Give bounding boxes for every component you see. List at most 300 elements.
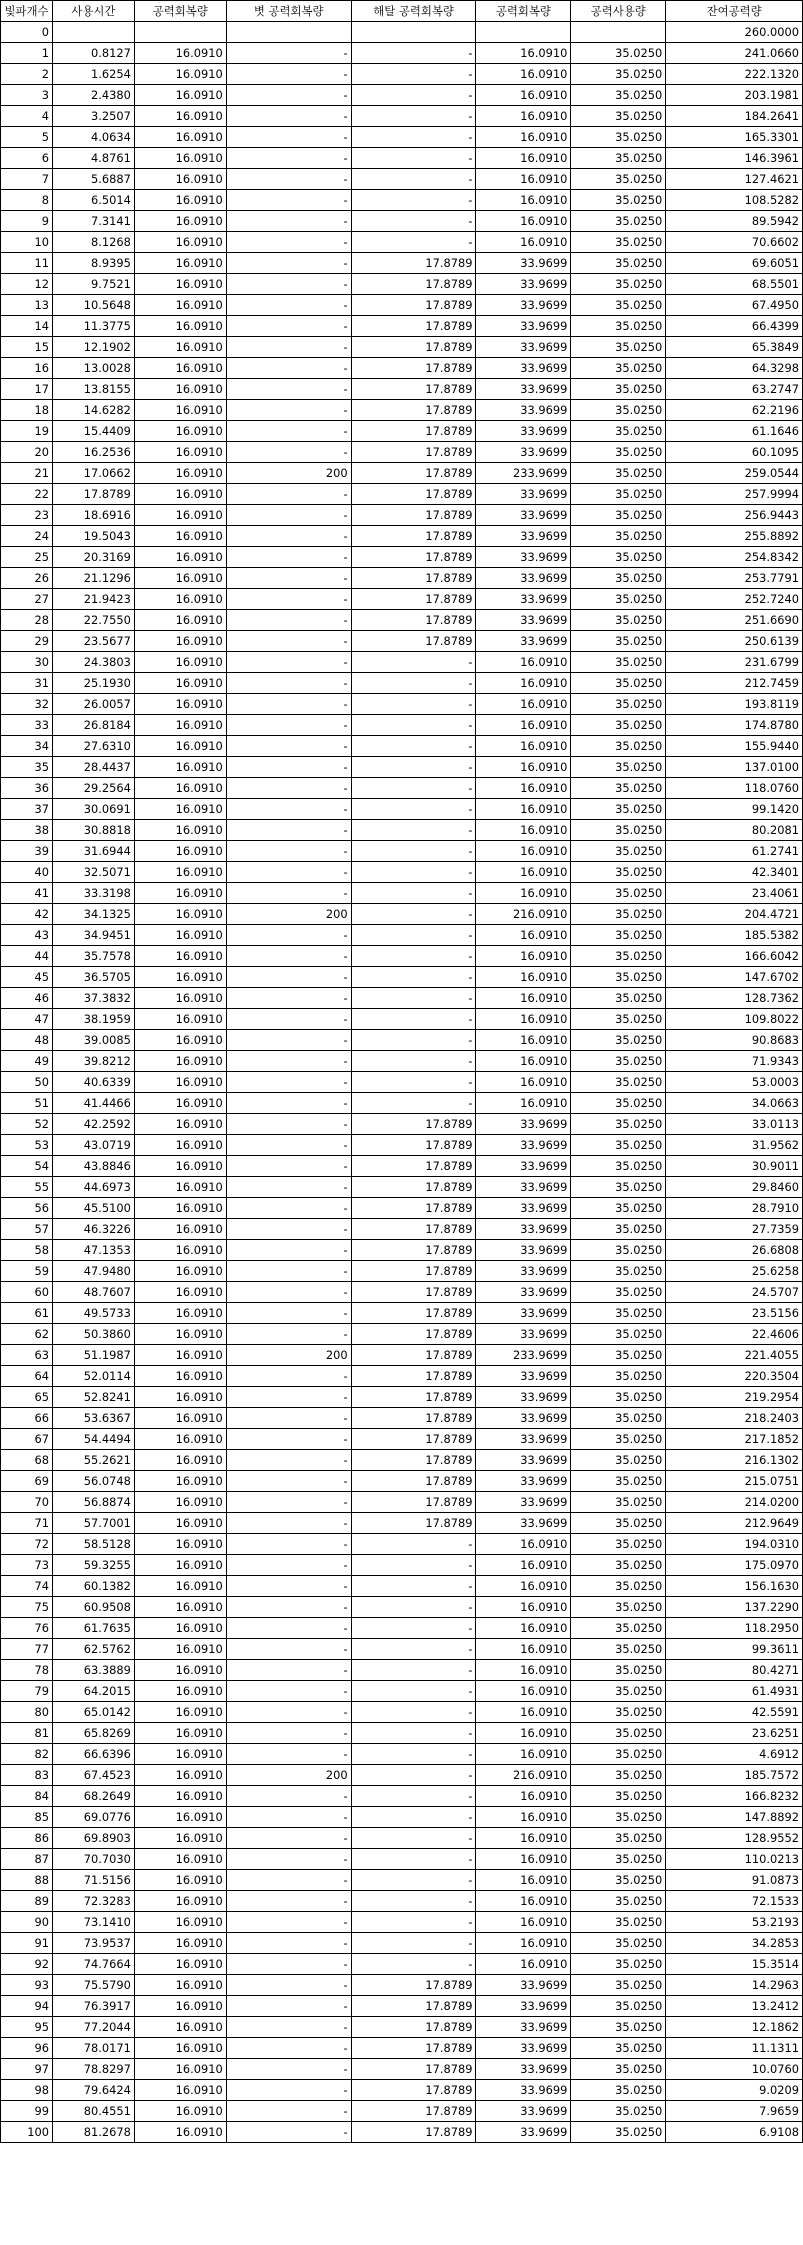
table-cell[interactable]: 17.8789 (351, 2080, 476, 2101)
table-cell[interactable]: - (226, 1576, 351, 1597)
table-cell[interactable]: 218.2403 (666, 1408, 803, 1429)
table-cell[interactable]: 16.0910 (476, 652, 571, 673)
table-cell[interactable]: 35.0250 (571, 1093, 666, 1114)
table-cell[interactable]: 17.8789 (351, 1387, 476, 1408)
table-cell[interactable]: 253.7791 (666, 568, 803, 589)
table-cell[interactable]: 16.0910 (476, 1723, 571, 1744)
table-cell[interactable]: 233.9699 (476, 463, 571, 484)
table-cell[interactable]: - (351, 1786, 476, 1807)
table-cell[interactable]: 16.0910 (134, 862, 226, 883)
table-cell[interactable]: 16.0910 (134, 169, 226, 190)
table-cell[interactable]: 17.8789 (351, 442, 476, 463)
table-cell[interactable]: 35.0250 (571, 169, 666, 190)
table-cell[interactable]: 52.8241 (52, 1387, 134, 1408)
table-cell[interactable]: 22.7550 (52, 610, 134, 631)
table-cell[interactable]: 35.0250 (571, 1240, 666, 1261)
table-cell[interactable]: 53.2193 (666, 1912, 803, 1933)
table-cell[interactable]: 65 (1, 1387, 53, 1408)
table-cell[interactable]: 33.9699 (476, 1324, 571, 1345)
table-cell[interactable] (134, 22, 226, 43)
table-cell[interactable]: 53 (1, 1135, 53, 1156)
table-cell[interactable]: 16.0910 (476, 148, 571, 169)
table-cell[interactable]: 26.6808 (666, 1240, 803, 1261)
table-cell[interactable]: 3 (1, 85, 53, 106)
table-cell[interactable]: - (351, 1534, 476, 1555)
table-cell[interactable]: 44 (1, 946, 53, 967)
table-cell[interactable]: 233.9699 (476, 1345, 571, 1366)
table-cell[interactable]: 16.0910 (134, 1114, 226, 1135)
table-cell[interactable]: 16.0910 (134, 1009, 226, 1030)
table-cell[interactable]: 89 (1, 1891, 53, 1912)
table-cell[interactable]: 35.0250 (571, 316, 666, 337)
table-cell[interactable]: 42 (1, 904, 53, 925)
table-cell[interactable]: 45.5100 (52, 1198, 134, 1219)
table-cell[interactable]: 7.3141 (52, 211, 134, 232)
table-cell[interactable]: - (226, 1912, 351, 1933)
table-cell[interactable]: 35.0250 (571, 64, 666, 85)
table-cell[interactable]: 16.0910 (134, 547, 226, 568)
table-cell[interactable]: 184.2641 (666, 106, 803, 127)
table-cell[interactable]: 40 (1, 862, 53, 883)
table-cell[interactable]: 17.8789 (351, 463, 476, 484)
table-cell[interactable]: - (351, 1576, 476, 1597)
table-cell[interactable]: 61.2741 (666, 841, 803, 862)
table-cell[interactable]: 64.2015 (52, 1681, 134, 1702)
table-cell[interactable]: 67.4523 (52, 1765, 134, 1786)
table-cell[interactable]: 16.0910 (134, 673, 226, 694)
table-cell[interactable]: 17.8789 (351, 1513, 476, 1534)
table-cell[interactable]: - (226, 967, 351, 988)
table-cell[interactable]: 16.0910 (476, 1912, 571, 1933)
table-cell[interactable]: 16.0910 (476, 1702, 571, 1723)
table-cell[interactable]: 73.9537 (52, 1933, 134, 1954)
table-cell[interactable]: 17.8789 (351, 1261, 476, 1282)
table-cell[interactable]: 30.9011 (666, 1156, 803, 1177)
table-cell[interactable]: 16.0910 (476, 1954, 571, 1975)
table-cell[interactable]: 42.2592 (52, 1114, 134, 1135)
table-cell[interactable]: - (351, 757, 476, 778)
table-cell[interactable]: 35.0250 (571, 1513, 666, 1534)
table-cell[interactable]: 6.9108 (666, 2122, 803, 2143)
table-cell[interactable]: 16.0910 (134, 1303, 226, 1324)
table-cell[interactable]: 33.9699 (476, 2080, 571, 2101)
table-cell[interactable]: 17.8789 (351, 1156, 476, 1177)
table-cell[interactable]: 2.4380 (52, 85, 134, 106)
table-cell[interactable]: 33.9699 (476, 2017, 571, 2038)
table-cell[interactable]: 63.2747 (666, 379, 803, 400)
table-cell[interactable]: 11.1311 (666, 2038, 803, 2059)
table-cell[interactable]: 50 (1, 1072, 53, 1093)
table-cell[interactable]: 72.3283 (52, 1891, 134, 1912)
table-cell[interactable]: 16.0910 (476, 1870, 571, 1891)
table-cell[interactable]: - (351, 1618, 476, 1639)
table-cell[interactable]: 47.9480 (52, 1261, 134, 1282)
table-cell[interactable]: 215.0751 (666, 1471, 803, 1492)
table-cell[interactable]: 56.8874 (52, 1492, 134, 1513)
table-cell[interactable]: 16.0910 (134, 2122, 226, 2143)
table-cell[interactable]: 185.7572 (666, 1765, 803, 1786)
table-cell[interactable]: 35.0250 (571, 1975, 666, 1996)
table-cell[interactable]: 16.0910 (134, 2080, 226, 2101)
table-cell[interactable]: 35.0250 (571, 2080, 666, 2101)
table-cell[interactable]: 33.3198 (52, 883, 134, 904)
table-cell[interactable]: - (351, 967, 476, 988)
table-cell[interactable]: - (226, 1807, 351, 1828)
table-cell[interactable]: 21.1296 (52, 568, 134, 589)
table-cell[interactable]: 35.0250 (571, 400, 666, 421)
table-cell[interactable]: 118.2950 (666, 1618, 803, 1639)
table-cell[interactable]: 13 (1, 295, 53, 316)
table-cell[interactable]: 219.2954 (666, 1387, 803, 1408)
table-cell[interactable]: 60 (1, 1282, 53, 1303)
table-cell[interactable]: 25 (1, 547, 53, 568)
table-cell[interactable]: 17.8789 (351, 2038, 476, 2059)
table-cell[interactable]: 64 (1, 1366, 53, 1387)
table-cell[interactable]: 16.0910 (134, 1681, 226, 1702)
table-cell[interactable]: 61.7635 (52, 1618, 134, 1639)
table-cell[interactable]: - (351, 841, 476, 862)
table-cell[interactable]: 69.0776 (52, 1807, 134, 1828)
table-cell[interactable]: 35.0250 (571, 820, 666, 841)
table-cell[interactable]: - (351, 883, 476, 904)
table-cell[interactable]: 75 (1, 1597, 53, 1618)
table-cell[interactable]: 74 (1, 1576, 53, 1597)
table-cell[interactable]: 72.1533 (666, 1891, 803, 1912)
table-cell[interactable]: 16.0910 (134, 64, 226, 85)
table-cell[interactable]: 35.0250 (571, 778, 666, 799)
table-cell[interactable]: - (226, 211, 351, 232)
table-cell[interactable]: 16.0910 (134, 1261, 226, 1282)
table-cell[interactable]: 16.0910 (476, 1072, 571, 1093)
table-cell[interactable]: 35.0250 (571, 904, 666, 925)
table-cell[interactable]: 16.0910 (134, 1219, 226, 1240)
table-cell[interactable]: 36 (1, 778, 53, 799)
table-cell[interactable]: - (226, 1786, 351, 1807)
table-cell[interactable]: 16.0910 (134, 1807, 226, 1828)
table-cell[interactable]: 16.0910 (476, 1597, 571, 1618)
table-cell[interactable]: 84 (1, 1786, 53, 1807)
table-cell[interactable]: 128.7362 (666, 988, 803, 1009)
table-cell[interactable]: 17.8789 (351, 631, 476, 652)
table-cell[interactable]: 99.1420 (666, 799, 803, 820)
table-cell[interactable]: - (226, 1282, 351, 1303)
table-cell[interactable]: 16.0910 (476, 988, 571, 1009)
table-cell[interactable]: - (226, 1597, 351, 1618)
table-cell[interactable]: - (226, 400, 351, 421)
table-cell[interactable]: 16.0910 (134, 274, 226, 295)
header-cell[interactable]: 사용시간 (52, 1, 134, 22)
table-cell[interactable]: 34 (1, 736, 53, 757)
table-cell[interactable]: 51.1987 (52, 1345, 134, 1366)
table-cell[interactable]: 16.0910 (476, 778, 571, 799)
header-cell[interactable]: 잔여공력량 (666, 1, 803, 22)
table-cell[interactable]: 23.4061 (666, 883, 803, 904)
table-cell[interactable]: - (226, 589, 351, 610)
table-cell[interactable]: 30.0691 (52, 799, 134, 820)
table-cell[interactable]: 16.0910 (134, 694, 226, 715)
table-cell[interactable]: 16.0910 (476, 1009, 571, 1030)
table-cell[interactable]: 35.0250 (571, 1198, 666, 1219)
table-cell[interactable]: 155.9440 (666, 736, 803, 757)
table-cell[interactable]: 4.8761 (52, 148, 134, 169)
table-cell[interactable]: 53.6367 (52, 1408, 134, 1429)
table-cell[interactable]: 231.6799 (666, 652, 803, 673)
table-cell[interactable]: 16.0910 (476, 43, 571, 64)
table-cell[interactable]: 256.9443 (666, 505, 803, 526)
table-cell[interactable]: 39 (1, 841, 53, 862)
table-cell[interactable]: 221.4055 (666, 1345, 803, 1366)
table-cell[interactable]: - (226, 1240, 351, 1261)
table-cell[interactable]: 46 (1, 988, 53, 1009)
table-cell[interactable]: - (226, 1870, 351, 1891)
table-cell[interactable]: 17.8789 (351, 2101, 476, 2122)
table-cell[interactable]: 16.0910 (134, 127, 226, 148)
table-cell[interactable]: 76 (1, 1618, 53, 1639)
table-cell[interactable]: 257.9994 (666, 484, 803, 505)
table-cell[interactable]: 16.0910 (134, 757, 226, 778)
table-cell[interactable]: 16.0910 (476, 736, 571, 757)
table-cell[interactable]: 16.0910 (476, 673, 571, 694)
table-cell[interactable]: - (226, 1450, 351, 1471)
table-cell[interactable]: 33.0113 (666, 1114, 803, 1135)
table-cell[interactable]: 17.0662 (52, 463, 134, 484)
table-cell[interactable]: 200 (226, 904, 351, 925)
table-cell[interactable]: - (226, 1618, 351, 1639)
table-cell[interactable]: - (226, 64, 351, 85)
table-cell[interactable]: 16.0910 (134, 1072, 226, 1093)
table-cell[interactable]: 16.0910 (134, 526, 226, 547)
table-cell[interactable]: 34.2853 (666, 1933, 803, 1954)
table-cell[interactable]: 33.9699 (476, 505, 571, 526)
table-cell[interactable]: 17.8789 (351, 610, 476, 631)
table-cell[interactable]: 17.8789 (351, 484, 476, 505)
table-cell[interactable]: 56 (1, 1198, 53, 1219)
table-cell[interactable]: - (226, 883, 351, 904)
table-cell[interactable]: 35.0250 (571, 1219, 666, 1240)
table-cell[interactable]: 17 (1, 379, 53, 400)
table-cell[interactable]: 16.0910 (134, 2101, 226, 2122)
table-cell[interactable]: 33.9699 (476, 2038, 571, 2059)
table-cell[interactable]: 35.0250 (571, 1471, 666, 1492)
table-cell[interactable]: 54 (1, 1156, 53, 1177)
table-cell[interactable]: 17.8789 (351, 589, 476, 610)
table-cell[interactable]: 16.0910 (476, 211, 571, 232)
table-cell[interactable]: 220.3504 (666, 1366, 803, 1387)
table-cell[interactable]: 16.0910 (134, 1093, 226, 1114)
table-cell[interactable]: - (226, 1261, 351, 1282)
table-cell[interactable]: 34.0663 (666, 1093, 803, 1114)
table-cell[interactable]: 16.0910 (134, 1870, 226, 1891)
table-cell[interactable]: 59 (1, 1261, 53, 1282)
table-cell[interactable]: 51 (1, 1093, 53, 1114)
table-cell[interactable]: 16.0910 (134, 1030, 226, 1051)
table-cell[interactable]: - (351, 1849, 476, 1870)
table-cell[interactable]: 16.0910 (134, 841, 226, 862)
table-cell[interactable]: 16.0910 (134, 1828, 226, 1849)
table-cell[interactable]: - (226, 379, 351, 400)
table-cell[interactable]: 16.0910 (134, 316, 226, 337)
table-cell[interactable]: - (226, 85, 351, 106)
table-cell[interactable]: 35.0250 (571, 1156, 666, 1177)
table-cell[interactable]: 16.0910 (134, 1471, 226, 1492)
table-cell[interactable]: 52 (1, 1114, 53, 1135)
table-cell[interactable]: 254.8342 (666, 547, 803, 568)
table-cell[interactable]: 16.0910 (134, 2038, 226, 2059)
table-cell[interactable]: - (226, 799, 351, 820)
table-cell[interactable]: 81 (1, 1723, 53, 1744)
table-cell[interactable]: 2 (1, 64, 53, 85)
table-cell[interactable]: 38.1959 (52, 1009, 134, 1030)
table-cell[interactable]: 77 (1, 1639, 53, 1660)
table-cell[interactable]: 16.0910 (134, 85, 226, 106)
table-cell[interactable]: 33.9699 (476, 610, 571, 631)
table-cell[interactable]: - (226, 1744, 351, 1765)
table-cell[interactable]: 27.6310 (52, 736, 134, 757)
table-cell[interactable]: 31.9562 (666, 1135, 803, 1156)
table-cell[interactable]: 21.9423 (52, 589, 134, 610)
table-cell[interactable]: 127.4621 (666, 169, 803, 190)
table-cell[interactable]: 16.0910 (134, 1744, 226, 1765)
table-cell[interactable]: 16.0910 (134, 946, 226, 967)
table-cell[interactable]: 92 (1, 1954, 53, 1975)
table-cell[interactable]: 65.3849 (666, 337, 803, 358)
table-cell[interactable]: - (226, 988, 351, 1009)
table-cell[interactable] (351, 22, 476, 43)
table-cell[interactable]: 16.0910 (476, 64, 571, 85)
table-cell[interactable]: 217.1852 (666, 1429, 803, 1450)
header-cell[interactable]: 공력사용량 (571, 1, 666, 22)
table-cell[interactable]: - (351, 1597, 476, 1618)
table-cell[interactable]: 16.0910 (134, 1051, 226, 1072)
table-cell[interactable]: 39.8212 (52, 1051, 134, 1072)
table-cell[interactable]: - (226, 715, 351, 736)
table-cell[interactable]: - (351, 1660, 476, 1681)
table-cell[interactable]: - (351, 946, 476, 967)
table-cell[interactable]: - (226, 316, 351, 337)
table-cell[interactable]: 23.6251 (666, 1723, 803, 1744)
table-cell[interactable]: 29 (1, 631, 53, 652)
table-cell[interactable]: 35.0250 (571, 274, 666, 295)
table-cell[interactable]: 40.6339 (52, 1072, 134, 1093)
table-cell[interactable]: 5.6887 (52, 169, 134, 190)
table-cell[interactable]: 35.0250 (571, 505, 666, 526)
table-cell[interactable]: 24.5707 (666, 1282, 803, 1303)
table-cell[interactable]: - (226, 631, 351, 652)
table-cell[interactable]: 14 (1, 316, 53, 337)
table-cell[interactable]: 1 (1, 43, 53, 64)
table-cell[interactable]: 39.0085 (52, 1030, 134, 1051)
table-cell[interactable]: 16.0910 (134, 1639, 226, 1660)
table-cell[interactable]: - (226, 1891, 351, 1912)
table-cell[interactable]: 200 (226, 463, 351, 484)
table-cell[interactable]: - (351, 820, 476, 841)
table-cell[interactable]: 12 (1, 274, 53, 295)
table-cell[interactable]: 16.0910 (134, 1660, 226, 1681)
table-cell[interactable]: 16.0910 (476, 1660, 571, 1681)
table-cell[interactable]: 9 (1, 211, 53, 232)
table-cell[interactable]: 99.3611 (666, 1639, 803, 1660)
table-cell[interactable]: - (226, 1219, 351, 1240)
table-cell[interactable]: 16.0910 (134, 904, 226, 925)
table-cell[interactable]: 17.8789 (351, 1282, 476, 1303)
table-cell[interactable]: 35.0250 (571, 127, 666, 148)
table-cell[interactable]: 16.0910 (134, 1177, 226, 1198)
table-cell[interactable]: 91.0873 (666, 1870, 803, 1891)
table-cell[interactable]: 35.0250 (571, 715, 666, 736)
table-cell[interactable]: - (226, 1471, 351, 1492)
table-cell[interactable]: - (226, 1681, 351, 1702)
table-cell[interactable]: 16.0910 (476, 883, 571, 904)
table-cell[interactable]: 33.9699 (476, 1177, 571, 1198)
table-cell[interactable]: 17.8789 (52, 484, 134, 505)
table-cell[interactable]: 33.9699 (476, 253, 571, 274)
table-cell[interactable]: - (226, 2080, 351, 2101)
table-cell[interactable]: - (351, 904, 476, 925)
table-cell[interactable] (571, 22, 666, 43)
table-cell[interactable]: 35.0250 (571, 232, 666, 253)
table-cell[interactable]: - (226, 1408, 351, 1429)
table-cell[interactable]: 16.0910 (134, 1282, 226, 1303)
table-cell[interactable]: 33.9699 (476, 1261, 571, 1282)
table-cell[interactable]: 70.6602 (666, 232, 803, 253)
table-cell[interactable]: 16.0910 (134, 610, 226, 631)
table-cell[interactable]: - (226, 1093, 351, 1114)
table-cell[interactable]: 35.0250 (571, 1114, 666, 1135)
table-cell[interactable]: 99 (1, 2101, 53, 2122)
table-cell[interactable]: 16.0910 (134, 883, 226, 904)
table-cell[interactable]: 56.0748 (52, 1471, 134, 1492)
table-cell[interactable]: 16.0910 (134, 211, 226, 232)
table-cell[interactable]: 59.3255 (52, 1555, 134, 1576)
table-cell[interactable]: 10 (1, 232, 53, 253)
table-cell[interactable]: 33.9699 (476, 1156, 571, 1177)
table-cell[interactable]: - (351, 1807, 476, 1828)
header-cell[interactable]: 빛파개수 (1, 1, 53, 22)
table-cell[interactable]: 250.6139 (666, 631, 803, 652)
table-cell[interactable]: 17.8789 (351, 568, 476, 589)
table-cell[interactable]: 17.8789 (351, 547, 476, 568)
table-cell[interactable]: 35.0250 (571, 1786, 666, 1807)
table-cell[interactable]: 79 (1, 1681, 53, 1702)
table-cell[interactable]: 16.0910 (134, 1912, 226, 1933)
table-cell[interactable] (226, 22, 351, 43)
table-cell[interactable]: 33.9699 (476, 274, 571, 295)
table-cell[interactable]: 19 (1, 421, 53, 442)
table-cell[interactable]: 33.9699 (476, 1387, 571, 1408)
table-cell[interactable]: 35.0250 (571, 43, 666, 64)
table-cell[interactable]: 35.0250 (571, 295, 666, 316)
table-cell[interactable]: - (226, 1366, 351, 1387)
table-cell[interactable]: - (226, 673, 351, 694)
table-cell[interactable]: 16.0910 (134, 1156, 226, 1177)
table-cell[interactable]: - (351, 715, 476, 736)
table-cell[interactable]: 13.2412 (666, 1996, 803, 2017)
table-cell[interactable]: 75.5790 (52, 1975, 134, 1996)
table-cell[interactable]: 16.0910 (134, 2059, 226, 2080)
table-cell[interactable]: 16.0910 (134, 1618, 226, 1639)
table-cell[interactable]: 35.0250 (571, 253, 666, 274)
table-cell[interactable]: 35.0250 (571, 1744, 666, 1765)
table-cell[interactable]: 174.8780 (666, 715, 803, 736)
table-cell[interactable]: 72 (1, 1534, 53, 1555)
table-cell[interactable]: 0 (1, 22, 53, 43)
table-cell[interactable]: - (351, 1954, 476, 1975)
table-cell[interactable]: 97 (1, 2059, 53, 2080)
table-cell[interactable]: 17.8789 (351, 1324, 476, 1345)
table-cell[interactable]: 16.0910 (476, 967, 571, 988)
table-cell[interactable]: 16.0910 (476, 1555, 571, 1576)
table-cell[interactable]: 137.2290 (666, 1597, 803, 1618)
